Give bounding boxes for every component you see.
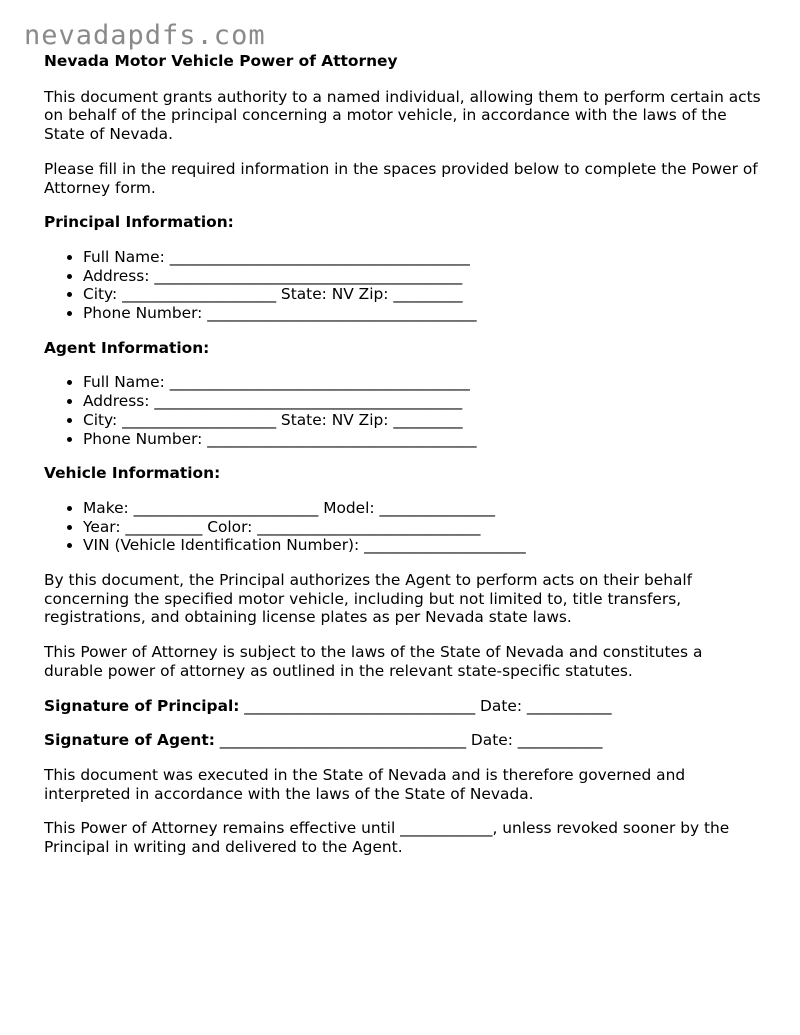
principal-signature-line	[44, 697, 764, 716]
principal-signature-blank: ______________________________ Date: ___________	[239, 696, 612, 715]
vehicle-make-model-field: • Make: ________________________ Model: _______________	[83, 499, 764, 518]
agent-heading: Agent Information:	[44, 338, 210, 357]
agent-city-state-zip-field: • City: ____________________ State: NV Zip: _________	[83, 411, 764, 430]
principal-full-name-field: • Full Name: _______________________________________	[83, 248, 764, 267]
document-body	[44, 52, 764, 873]
agent-signature-blank: ________________________________ Date: ___________	[214, 731, 603, 750]
agent-signature-line	[44, 731, 764, 750]
document-title: Nevada Motor Vehicle Power of Attorney	[44, 52, 398, 70]
vehicle-fields-list	[44, 499, 764, 555]
vehicle-heading: Vehicle Information:	[44, 464, 221, 483]
effective-until-paragraph: This Power of Attorney remains effective until ____________, unless revoked sooner by the Principal in writing and delivered to the Agent.	[44, 819, 730, 857]
durability-paragraph: This Power of Attorney is subject to the laws of the State of Nevada and constitutes a durable power of attorney as outlined in the relevant state-specific statutes.	[44, 643, 703, 680]
site-watermark: nevadapdfs.com	[24, 20, 266, 51]
authorization-paragraph: By this document, the Principal authorizes the Agent to perform acts on their behalf concerning the specified motor vehicle, including but not limited to, title transfers, registrations, and obtaining license plates as per Nevada state laws.	[44, 571, 693, 627]
principal-city-state-zip-field: • City: ____________________ State: NV Zip: _________	[83, 285, 764, 304]
agent-address-field: • Address: ________________________________________	[83, 392, 764, 411]
governing-law-paragraph: This document was executed in the State of Nevada and is therefore governed and interpreted in accordance with the laws of the State of Nevada.	[44, 765, 686, 803]
principal-phone-field: • Phone Number: ___________________________________	[83, 304, 764, 323]
instructions-paragraph: Please fill in the required information in the spaces provided below to complete the Power of Attorney form.	[44, 159, 758, 197]
principal-signature-label: Signature of Principal:	[44, 696, 240, 715]
principal-heading: Principal Information:	[44, 213, 234, 232]
vehicle-vin-field: • VIN (Vehicle Identification Number): _____________________	[83, 536, 764, 555]
intro-paragraph: This document grants authority to a named individual, allowing them to perform certain acts on behalf of the principal concerning a motor vehicle, in accordance with the laws of the State of Nevada.	[44, 87, 761, 144]
agent-full-name-field: • Full Name: _______________________________________	[83, 373, 764, 392]
agent-phone-field: • Phone Number: ___________________________________	[83, 430, 764, 449]
principal-fields-list	[44, 248, 764, 323]
principal-address-field: • Address: ________________________________________	[83, 267, 764, 286]
vehicle-year-color-field: • Year: __________ Color: _____________________________	[83, 518, 764, 537]
agent-signature-label: Signature of Agent:	[44, 731, 215, 750]
agent-fields-list	[44, 373, 764, 448]
